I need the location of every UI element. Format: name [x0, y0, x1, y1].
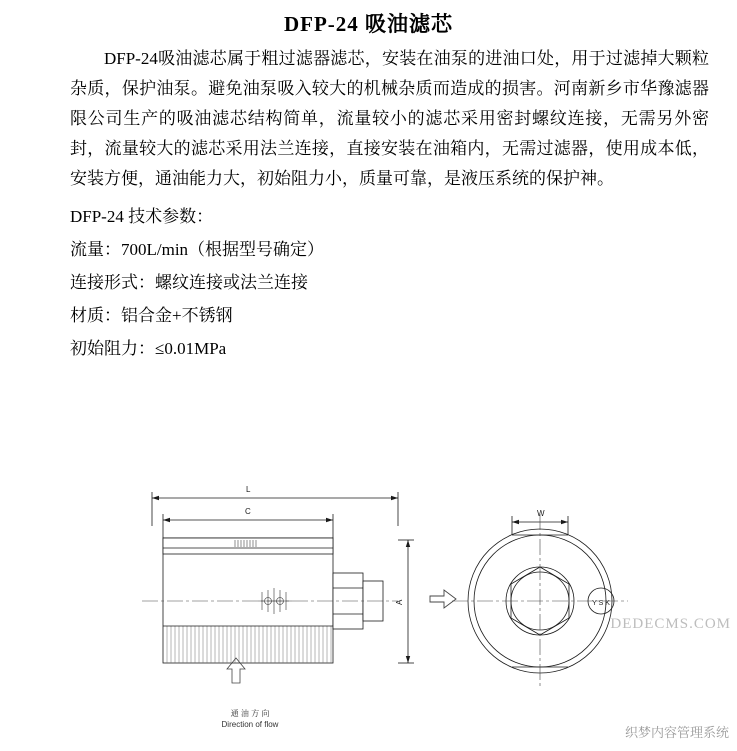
spec-value: 螺纹连接或法兰连接	[155, 273, 308, 292]
spec-label: 流量：	[70, 240, 121, 259]
spec-row	[70, 332, 737, 365]
spec-value: 铝合金+不锈钢	[121, 306, 233, 325]
svg-text:C: C	[245, 507, 251, 516]
watermark-right: DEDECMS.COM	[610, 616, 731, 632]
spec-value: ≤0.01MPa	[155, 339, 227, 358]
spec-label: 连接形式：	[70, 273, 155, 292]
spec-row	[70, 233, 737, 266]
spec-value: 700L/min（根据型号确定）	[121, 240, 325, 259]
spec-label: 材质：	[70, 306, 121, 325]
document-page	[0, 8, 737, 751]
svg-text:Y S K: Y S K	[592, 600, 610, 607]
flow-direction-cn: 通 油 方 向	[230, 709, 270, 718]
description-paragraph: DFP-24吸油滤芯属于粗过滤器滤芯，安装在油泵的进油口处，用于过滤掉大颗粒杂质，保护油泵。避免油泵吸入较大的机械杂质而造成的损害。河南新乡市华豫滤器限公司生产的吸油滤芯结构简单，流量较小的滤芯采用密封螺纹连接，无需另外密封，流量较大的滤芯采用法兰连接，直接安装在油箱内，无需过滤器，使用成本低，安装方便，通油能力大，初始阻力小，质量可靠，是液压系统的保护神。	[70, 49, 709, 188]
flow-direction-en: Direction of flow	[221, 720, 279, 729]
spec-row	[70, 266, 737, 299]
spec-row	[70, 299, 737, 332]
page-title: DFP-24 吸油滤芯	[283, 12, 454, 36]
svg-text:W: W	[537, 509, 545, 518]
spec-heading: DFP-24 技术参数：	[70, 207, 214, 226]
spec-list	[70, 200, 737, 365]
technical-drawing	[0, 478, 737, 751]
spec-label: 初始阻力：	[70, 339, 155, 358]
svg-text:L: L	[246, 485, 251, 494]
watermark-bottom: 织梦内容管理系统	[624, 725, 729, 740]
product-description	[70, 44, 709, 194]
flow-direction-label	[190, 708, 310, 730]
svg-text:A: A	[395, 599, 404, 605]
